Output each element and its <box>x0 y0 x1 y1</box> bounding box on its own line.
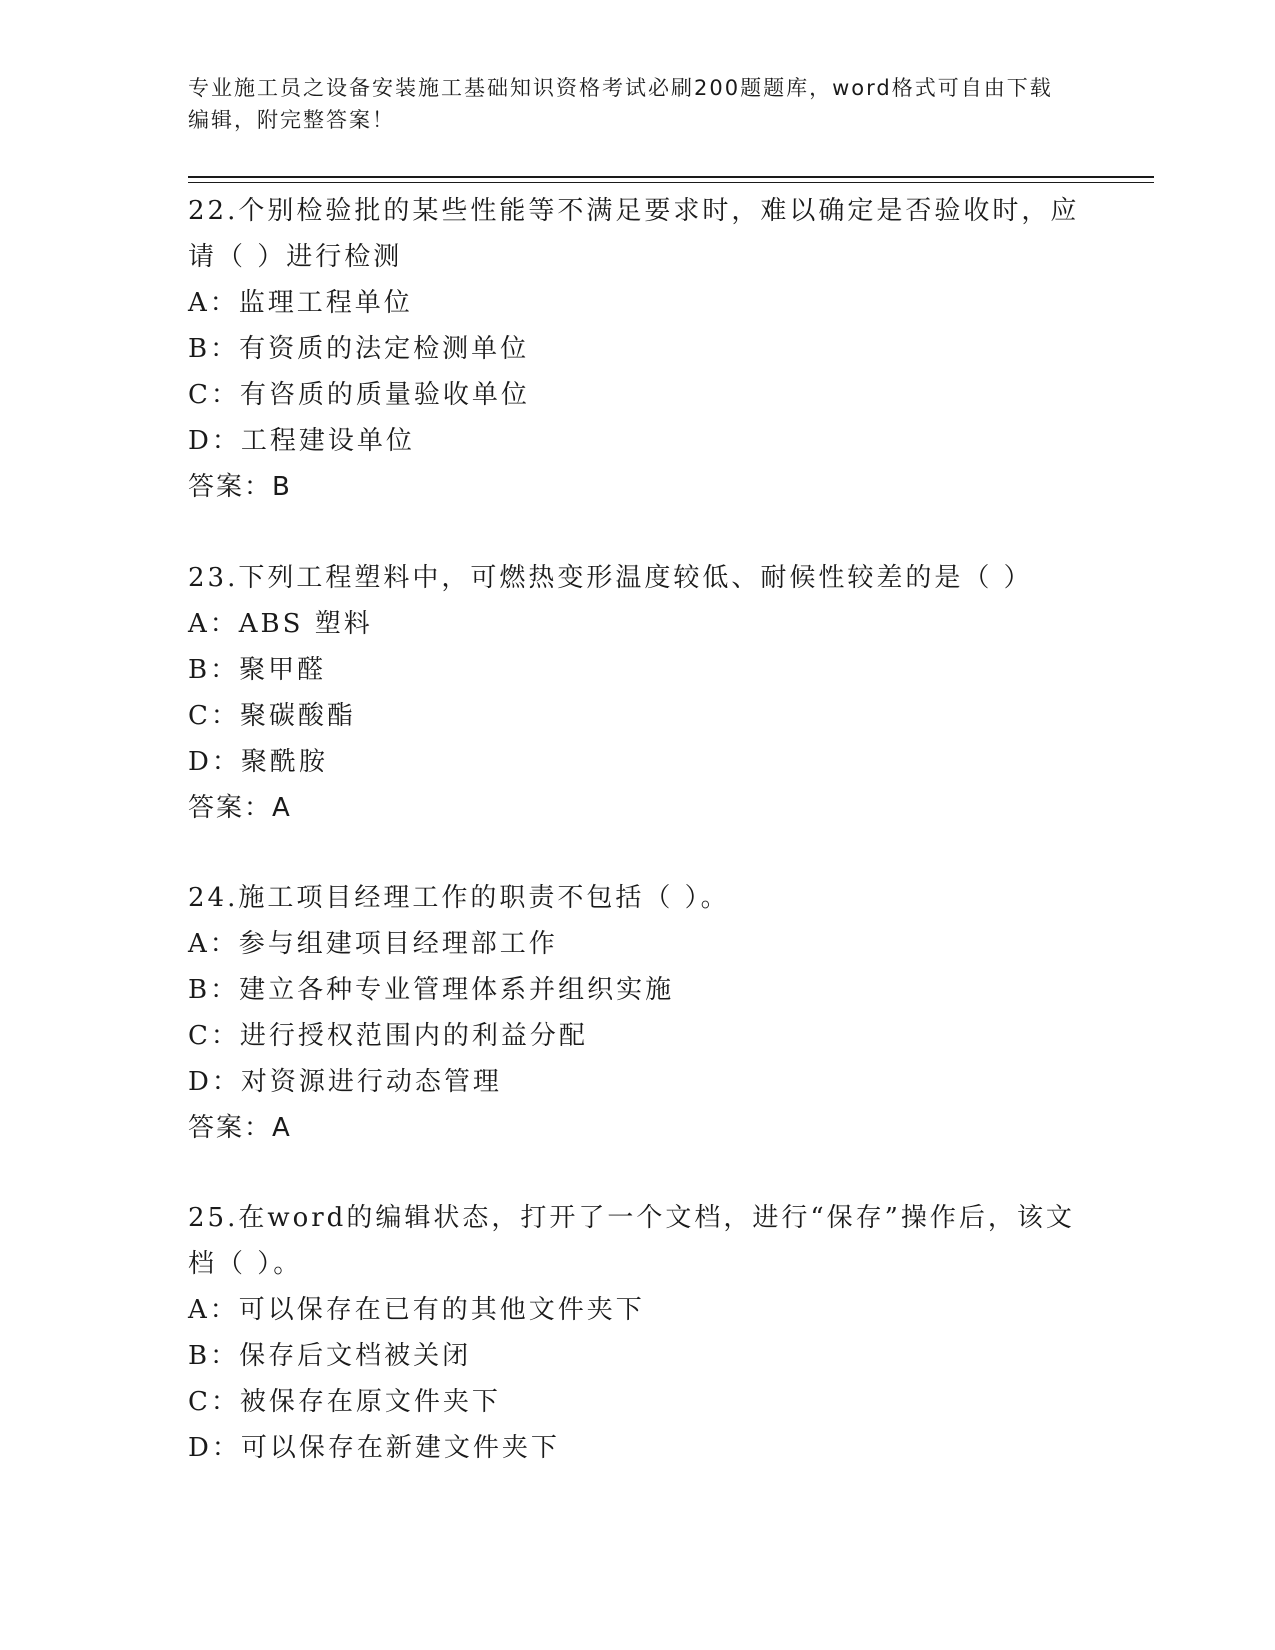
document-header: 专业施工员之设备安装施工基础知识资格考试必刷200题题库，word格式可自由下载编辑，附完整答案！ <box>188 76 1053 132</box>
option-c: C：有咨质的质量验收单位 <box>188 380 530 410</box>
answer: 答案：A <box>188 1113 292 1143</box>
option-c: C：进行授权范围内的利益分配 <box>188 1021 588 1051</box>
option-a: A：ABS 塑料 <box>188 609 373 639</box>
option-c: C：聚碳酸酯 <box>188 701 356 731</box>
answer: 答案：A <box>188 793 292 823</box>
question-text: 23.下列工程塑料中，可燃热变形温度较低、耐候性较差的是（ ） <box>188 563 1033 593</box>
option-a: A：参与组建项目经理部工作 <box>188 929 558 959</box>
option-d: D：可以保存在新建文件夹下 <box>188 1433 560 1463</box>
question-25 <box>188 1195 1088 1471</box>
answer: 答案：B <box>188 472 292 502</box>
option-a: A：监理工程单位 <box>188 288 413 318</box>
option-b: B：有资质的法定检测单位 <box>188 334 530 364</box>
header-divider-thick <box>188 176 1154 178</box>
option-d: D：聚酰胺 <box>188 747 328 777</box>
question-23 <box>188 555 1088 831</box>
question-text: 24.施工项目经理工作的职责不包括（ ）。 <box>188 883 730 913</box>
option-d: D：工程建设单位 <box>188 426 415 456</box>
option-b: B：聚甲醛 <box>188 655 327 685</box>
option-d: D：对资源进行动态管理 <box>188 1067 502 1097</box>
question-text: 25.在word的编辑状态，打开了一个文档，进行“保存”操作后，该文档（ ）。 <box>188 1203 1075 1279</box>
option-b: B：建立各种专业管理体系并组织实施 <box>188 975 675 1005</box>
option-c: C：被保存在原文件夹下 <box>188 1387 501 1417</box>
header-divider-thin <box>188 182 1154 183</box>
question-22 <box>188 188 1088 510</box>
option-b: B：保存后文档被关闭 <box>188 1341 472 1371</box>
option-a: A：可以保存在已有的其他文件夹下 <box>188 1295 645 1325</box>
question-text: 22.个别检验批的某些性能等不满足要求时，难以确定是否验收时，应请（ ）进行检测 <box>188 196 1080 272</box>
question-24 <box>188 875 1088 1151</box>
